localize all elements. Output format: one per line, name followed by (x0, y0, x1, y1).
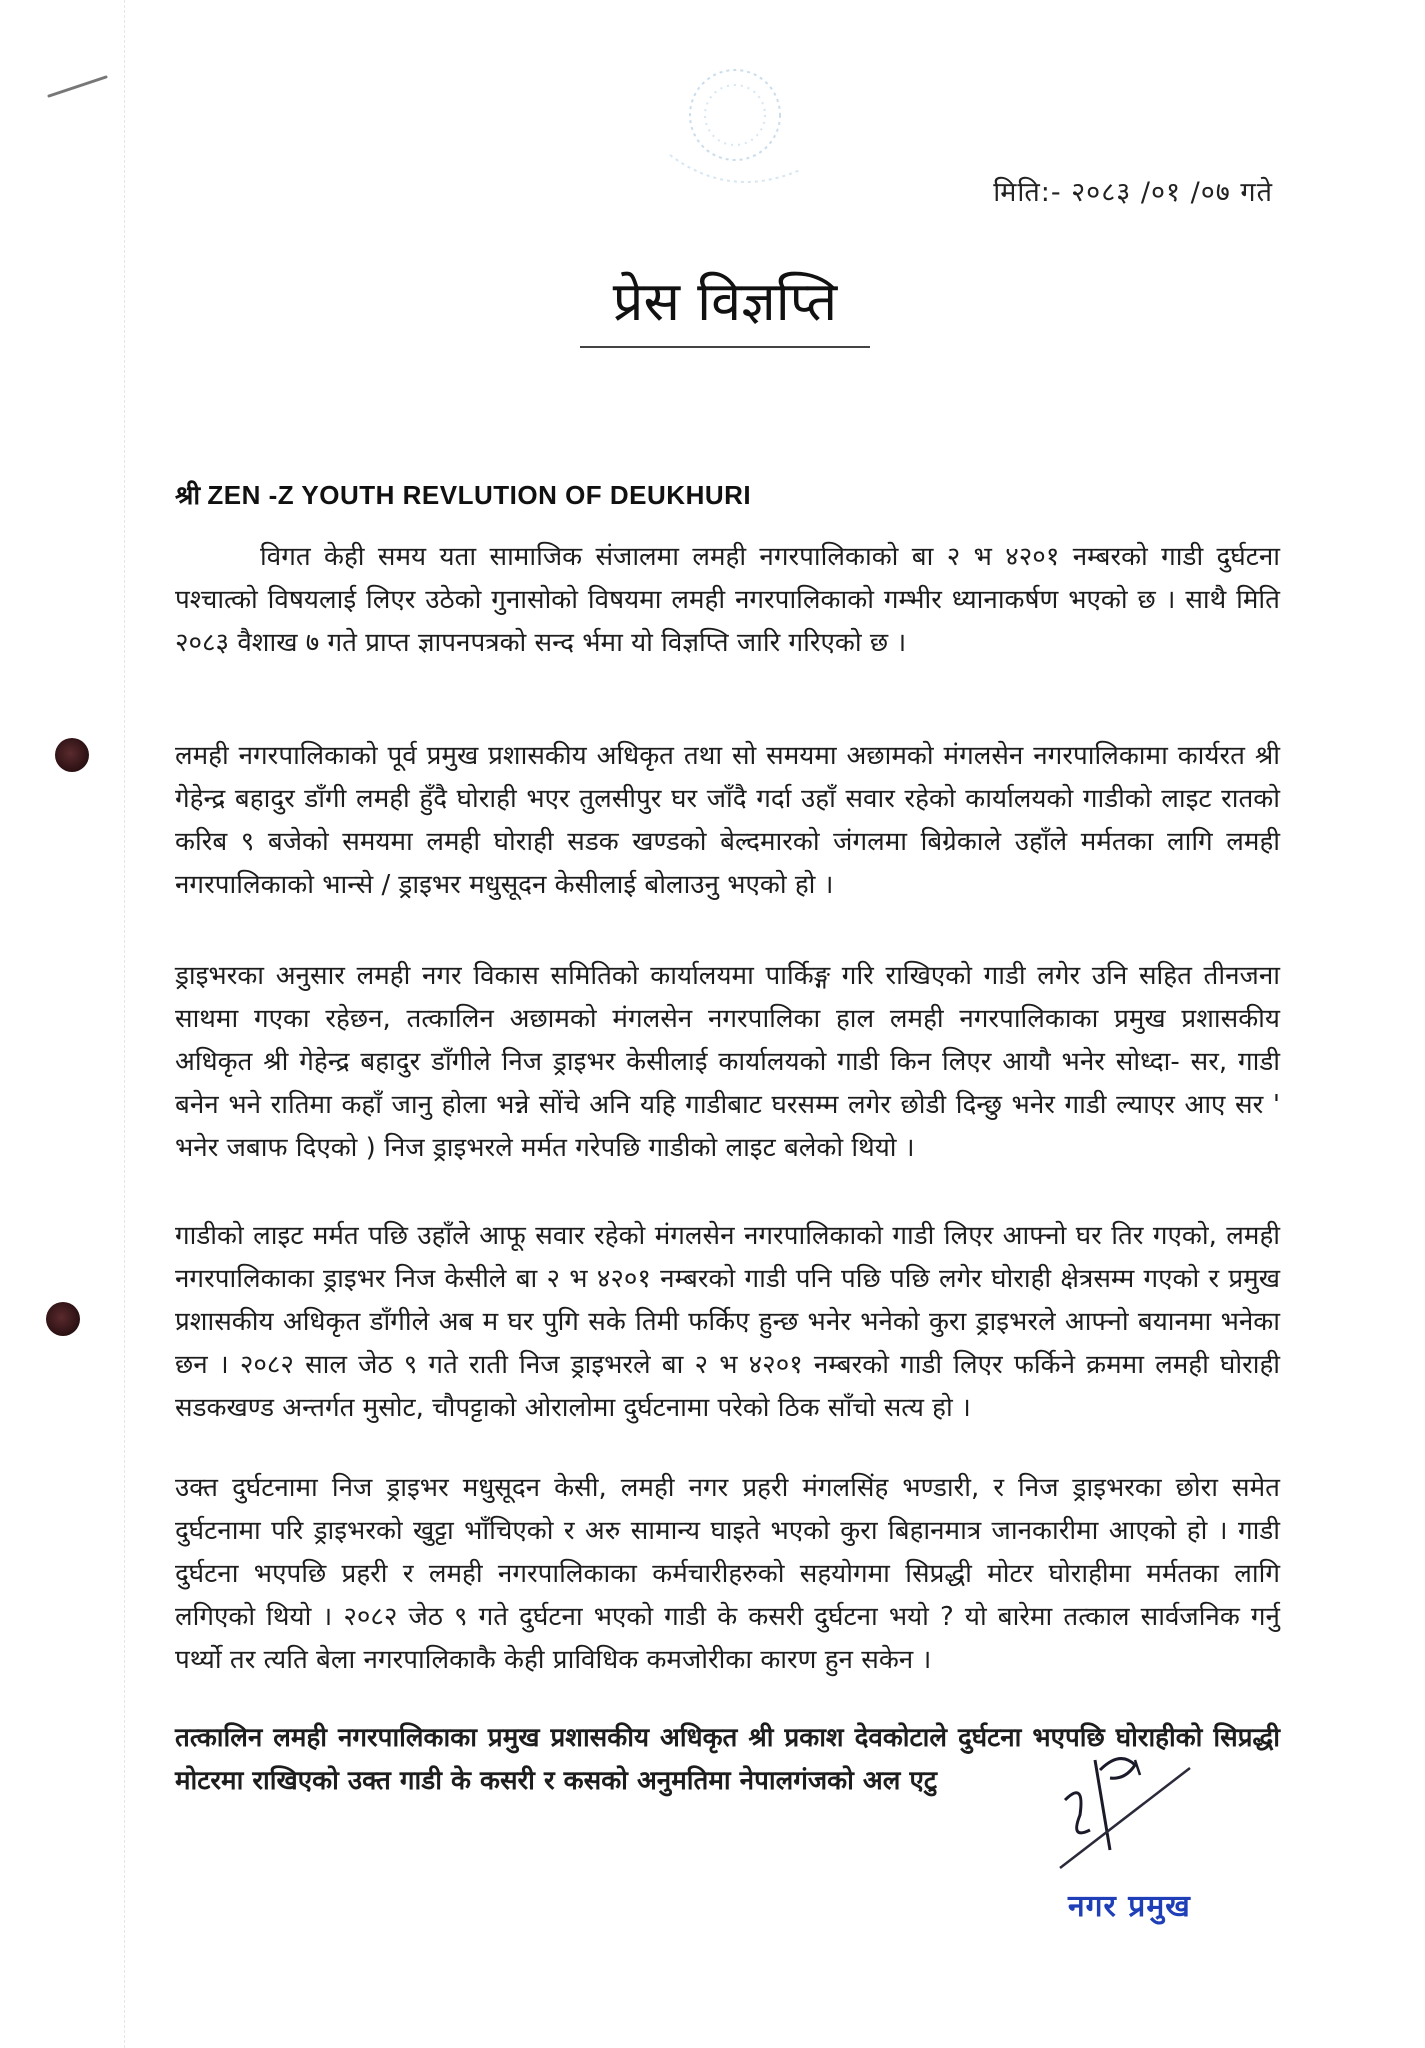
body-paragraph: ड्राइभरका अनुसार लमही नगर विकास समितिको कार्यालयमा पार्किङ्ग गरि राखिएको गाडी लगेर उनि सहित तीनजना साथमा गएका रहेछन, तत्कालिन अछामको मंगलसेन नगरपालिका हाल लमही नगरपालिकाका प्रमुख प्रशासकीय अधिकृत श्री गेहेन्द्र बहादुर डाँगीले निज ड्राइभर केसीलाई कार्यालयको गाडी किन लिएर आयौ भनेर सोध्दा- सर, गाडी बनेन भने रातिमा कहाँ जानु होला भन्ने सोंचे अनि यहि गाडीबाट घरसम्म लगेर छोडी दिन्छु भनेर गाडी ल्याएर आए सर ' भनेर जबाफ दिएको ) निज ड्राइभरले मर्मत गरेपछि गाडीको लाइट बलेको थियो । (175, 961, 1280, 1163)
punch-hole-icon (55, 738, 89, 772)
signatory-role: नगर प्रमुख (1068, 1889, 1191, 1924)
page-fold-line (124, 0, 125, 2048)
document-title: प्रेस विज्ञप्ति (580, 262, 870, 348)
addressee-name: ZEN -Z YOUTH REVLUTION OF DEUKHURI (207, 480, 752, 510)
handwritten-signature (1040, 1740, 1240, 1880)
body-paragraph: विगत केही समय यता सामाजिक संजालमा लमही नगरपालिकाको बा २ भ ४२०१ नम्बरको गाडी दुर्घटना पश्चात्को विषयलाई लिएर उठेको गुनासोको विषयमा लमही नगरपालिकाको गम्भीर ध्यानाकर्षण भएको छ । साथै मिति २०८३ वैशाख ७ गते प्राप्त ज्ञापनपत्रको सन्द र्भमा यो विज्ञप्ति जारि गरिएको छ । (175, 542, 1280, 658)
addressee-prefix: श्री (175, 480, 201, 510)
body-paragraph: तत्कालिन लमही नगरपालिकाका प्रमुख प्रशासकीय अधिकृत श्री प्रकाश देवकोटाले दुर्घटना भएपछि घोराहीको सिप्रद्धी मोटरमा राखिएको उक्त गाडी के कसरी र कसको अनुमतिमा नेपालगंजको अल एटु (175, 1723, 1280, 1796)
pen-mark-icon (44, 72, 114, 102)
document-date: मिति:- २०८३ /०१ /०७ गते (993, 177, 1273, 208)
punch-hole-icon (46, 1302, 80, 1336)
body-paragraph: उक्त दुर्घटनामा निज ड्राइभर मधुसूदन केसी, लमही नगर प्रहरी मंगलसिंह भण्डारी, र निज ड्राइभरका छोरा समेत दुर्घटनामा परि ड्राइभरको खुट्टा भाँचिएको र अरु सामान्य घाइते भएको कुरा बिहानमात्र जानकारीमा आएको हो । गाडी दुर्घटना भएपछि प्रहरी र लमही नगरपालिकाका कर्मचारीहरुको सहयोगमा सिप्रद्धी मोटर घोराहीमा मर्मतका लागि लगिएको थियो । २०८२ जेठ ९ गते दुर्घटना भएको गाडी के कसरी दुर्घटना भयो ? यो बारेमा तत्काल सार्वजनिक गर्नु पर्थ्यो तर त्यति बेला नगरपालिकाकै केही प्राविधिक कमजोरीका कारण हुन सकेन । (175, 1473, 1280, 1675)
office-seal-stamp (640, 60, 810, 210)
body-paragraph: लमही नगरपालिकाको पूर्व प्रमुख प्रशासकीय अधिकृत तथा सो समयमा अछामको मंगलसेन नगरपालिकामा कार्यरत श्री गेहेन्द्र बहादुर डाँगी लमही हुँदै घोराही भएर तुलसीपुर घर जाँदै गर्दा उहाँ सवार रहेको कार्यालयको गाडीको लाइट रातको करिब ९ बजेको समयमा लमही घोराही सडक खण्डको बेल्दमारको जंगलमा बिग्रेकाले उहाँले मर्मतका लागि लमही नगरपालिकाको भान्से / ड्राइभर मधुसूदन केसीलाई बोलाउनु भएको हो । (175, 741, 1280, 900)
body-paragraph: गाडीको लाइट मर्मत पछि उहाँले आफू सवार रहेको मंगलसेन नगरपालिकाको गाडी लिएर आफ्नो घर तिर गएको, लमही नगरपालिकाका ड्राइभर निज केसीले बा २ भ ४२०१ नम्बरको गाडी पनि पछि पछि लगेर घोराही क्षेत्रसम्म गएको र प्रमुख प्रशासकीय अधिकृत डाँगीले अब म घर पुगि सके तिमी फर्किए हुन्छ भनेर भनेको कुरा ड्राइभरले आफ्नो बयानमा भनेका छन । २०८२ साल जेठ ९ गते राती निज ड्राइभरले बा २ भ ४२०१ नम्बरको गाडी लिएर फर्किने क्रममा लमही घोराही सडकखण्ड अन्तर्गत मुसोट, चौपट्टाको ओरालोमा दुर्घटनामा परेको ठिक साँचो सत्य हो । (175, 1221, 1280, 1423)
addressee-line (175, 476, 751, 512)
